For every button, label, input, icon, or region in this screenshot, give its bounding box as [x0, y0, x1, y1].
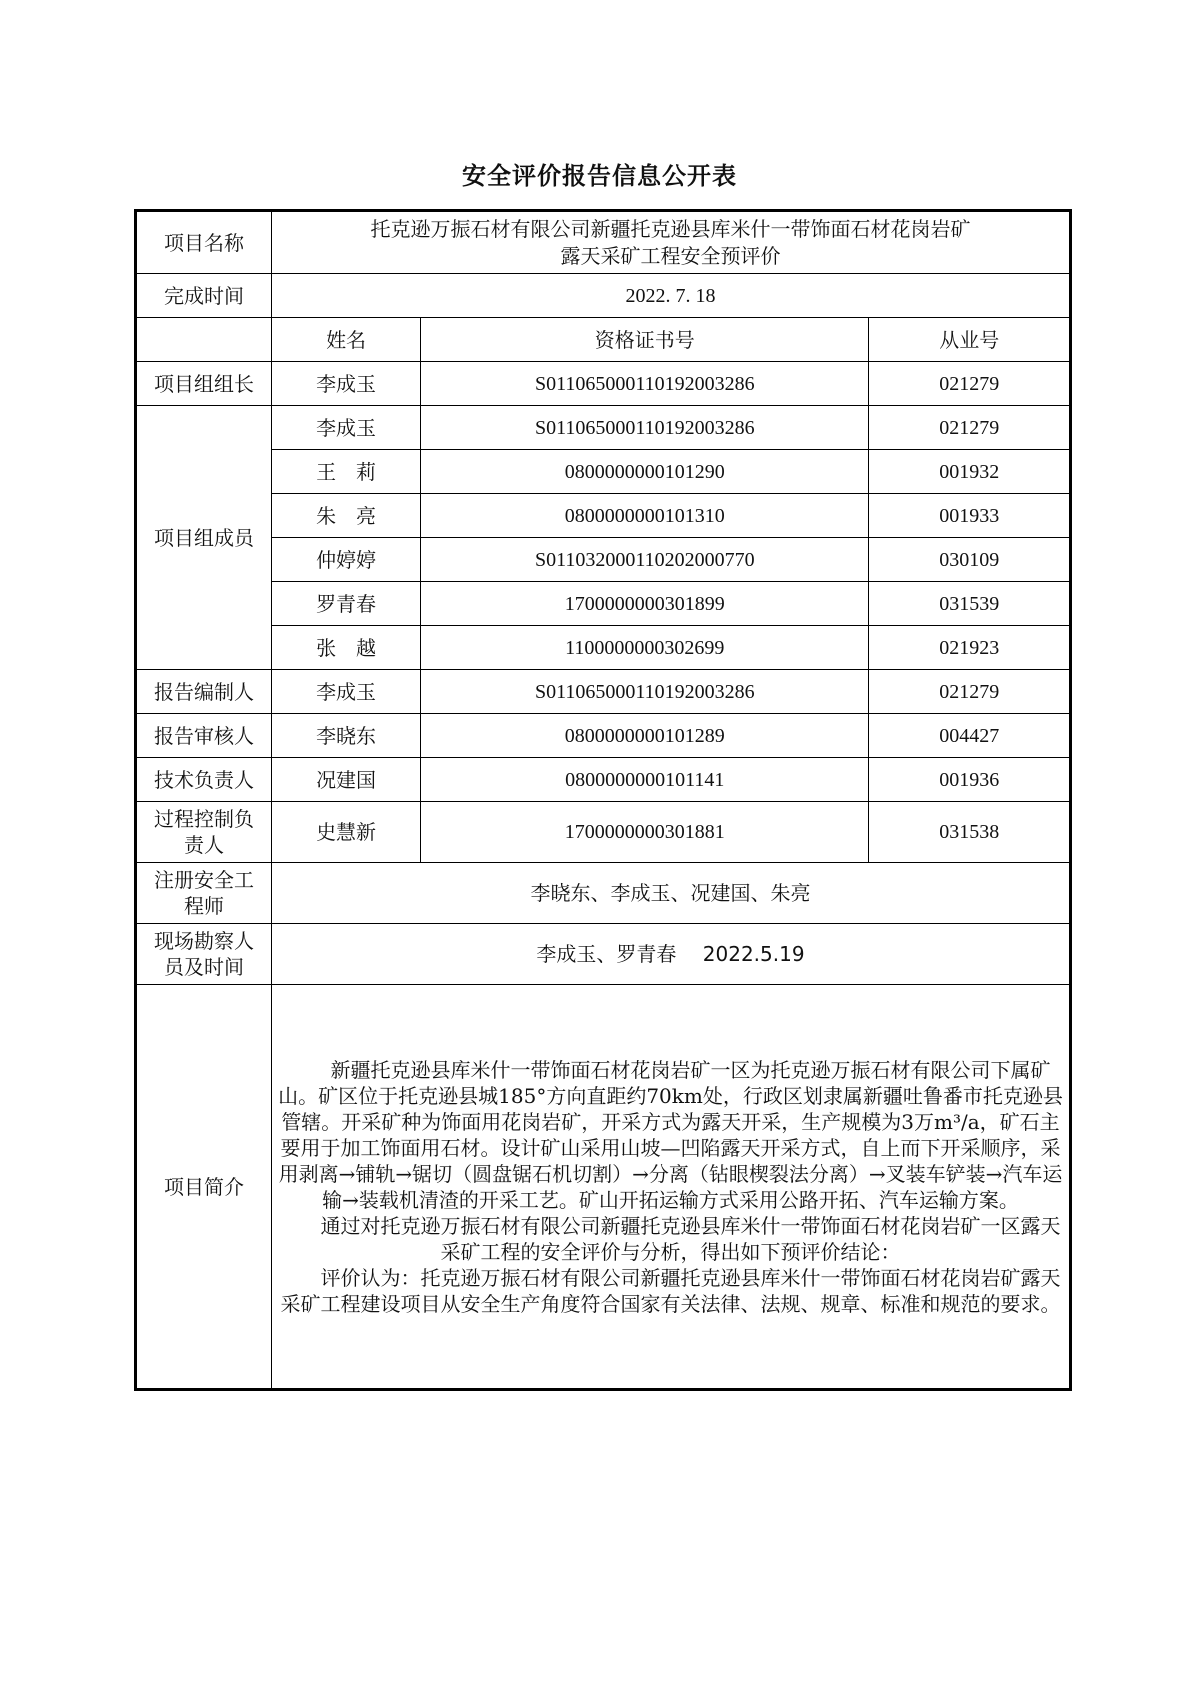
member-name: 李成玉	[272, 406, 421, 450]
completion-value: 2022. 7. 18	[272, 274, 1071, 318]
member-certificate: 1100000000302699	[421, 626, 869, 670]
member-employee: 021923	[869, 626, 1071, 670]
process-label-line2: 责人	[184, 833, 224, 857]
survey-label	[136, 924, 272, 985]
engineers-row	[136, 863, 1071, 924]
survey-label-line2: 员及时间	[164, 955, 244, 979]
member-row	[136, 494, 1071, 538]
member-certificate: 1700000000301899	[421, 582, 869, 626]
compiler-row	[136, 670, 1071, 714]
compiler-certificate: S011065000110192003286	[421, 670, 869, 714]
technical-certificate: 0800000000101141	[421, 758, 869, 802]
member-employee: 001932	[869, 450, 1071, 494]
engineers-value: 李晓东、李成玉、况建国、朱亮	[272, 863, 1071, 924]
members-label: 项目组成员	[136, 406, 272, 670]
compiler-employee: 021279	[869, 670, 1071, 714]
engineers-label-line2: 程师	[184, 894, 224, 918]
member-name: 王 莉	[272, 450, 421, 494]
intro-label: 项目简介	[136, 985, 272, 1390]
project-name-label: 项目名称	[136, 211, 272, 274]
reviewer-employee: 004427	[869, 714, 1071, 758]
technical-employee: 001936	[869, 758, 1071, 802]
reviewer-certificate: 0800000000101289	[421, 714, 869, 758]
intro-text	[272, 985, 1071, 1390]
reviewer-name: 李晓东	[272, 714, 421, 758]
header-blank	[136, 318, 272, 362]
member-row	[136, 450, 1071, 494]
member-certificate: S011032000110202000770	[421, 538, 869, 582]
member-row	[136, 626, 1071, 670]
info-table	[134, 209, 1072, 1391]
leader-row	[136, 362, 1071, 406]
process-certificate: 1700000000301881	[421, 802, 869, 863]
process-row	[136, 802, 1071, 863]
page-title: 安全评价报告信息公开表	[462, 162, 737, 190]
engineers-label	[136, 863, 272, 924]
process-name: 史慧新	[272, 802, 421, 863]
reviewer-row	[136, 714, 1071, 758]
header-certificate: 资格证书号	[421, 318, 869, 362]
leader-employee: 021279	[869, 362, 1071, 406]
member-row	[136, 582, 1071, 626]
survey-value: 李成玉、罗青春 2022.5.19	[272, 924, 1071, 985]
project-name-row	[136, 211, 1071, 274]
intro-row	[136, 985, 1071, 1390]
project-name-line2: 露天采矿工程安全预评价	[560, 243, 781, 268]
leader-certificate: S011065000110192003286	[421, 362, 869, 406]
header-row	[136, 318, 1071, 362]
member-employee: 021279	[869, 406, 1071, 450]
intro-paragraph: 评价认为：托克逊万振石材有限公司新疆托克逊县库米什一带饰面石材花岗岩矿露天采矿工程建设项目从安全生产角度符合国家有关法律、法规、规章、标准和规范的要求。	[280, 1265, 1061, 1316]
intro-paragraph: 通过对托克逊万振石材有限公司新疆托克逊县库米什一带饰面石材花岗岩矿一区露天采矿工程的安全评价与分析，得出如下预评价结论：	[320, 1213, 1061, 1264]
project-name-value	[272, 211, 1071, 274]
compiler-label: 报告编制人	[136, 670, 272, 714]
member-name: 仲婷婷	[272, 538, 421, 582]
member-name: 朱 亮	[272, 494, 421, 538]
member-certificate: 0800000000101290	[421, 450, 869, 494]
header-employee: 从业号	[869, 318, 1071, 362]
intro-paragraph: 新疆托克逊县库米什一带饰面石材花岗岩矿一区为托克逊万振石材有限公司下属矿山。矿区位于托克逊县城185°方向直距约70km处，行政区划隶属新疆吐鲁番市托克逊县管辖。开采矿种为饰面用花岗岩矿，开采方式为露天开采，生产规模为3万m³/a，矿石主要用于加工饰面用石材。设计矿山采用山坡—凹陷露天开采方式，自上而下开采顺序，采用剥离→铺轨→锯切（圆盘锯石机切割）→分离（钻眼楔裂法分离）→叉装车铲装→汽车运输→装载机清渣的开采工艺。矿山开拓运输方式采用公路开拓、汽车运输方案。	[278, 1057, 1063, 1212]
reviewer-label: 报告审核人	[136, 714, 272, 758]
engineers-label-line1: 注册安全工	[154, 868, 254, 892]
member-name: 罗青春	[272, 582, 421, 626]
completion-row	[136, 274, 1071, 318]
process-label	[136, 802, 272, 863]
survey-row	[136, 924, 1071, 985]
member-certificate: 0800000000101310	[421, 494, 869, 538]
member-employee: 030109	[869, 538, 1071, 582]
project-name-line1: 托克逊万振石材有限公司新疆托克逊县库米什一带饰面石材花岗岩矿	[370, 216, 971, 241]
leader-label: 项目组组长	[136, 362, 272, 406]
process-label-line1: 过程控制负	[154, 807, 254, 831]
member-employee: 031539	[869, 582, 1071, 626]
survey-label-line1: 现场勘察人	[154, 929, 254, 953]
technical-name: 况建国	[272, 758, 421, 802]
member-name: 张 越	[272, 626, 421, 670]
technical-row	[136, 758, 1071, 802]
member-row	[136, 538, 1071, 582]
compiler-name: 李成玉	[272, 670, 421, 714]
member-row	[136, 406, 1071, 450]
completion-label: 完成时间	[136, 274, 272, 318]
technical-label: 技术负责人	[136, 758, 272, 802]
header-name: 姓名	[272, 318, 421, 362]
member-certificate: S011065000110192003286	[421, 406, 869, 450]
leader-name: 李成玉	[272, 362, 421, 406]
process-employee: 031538	[869, 802, 1071, 863]
member-employee: 001933	[869, 494, 1071, 538]
